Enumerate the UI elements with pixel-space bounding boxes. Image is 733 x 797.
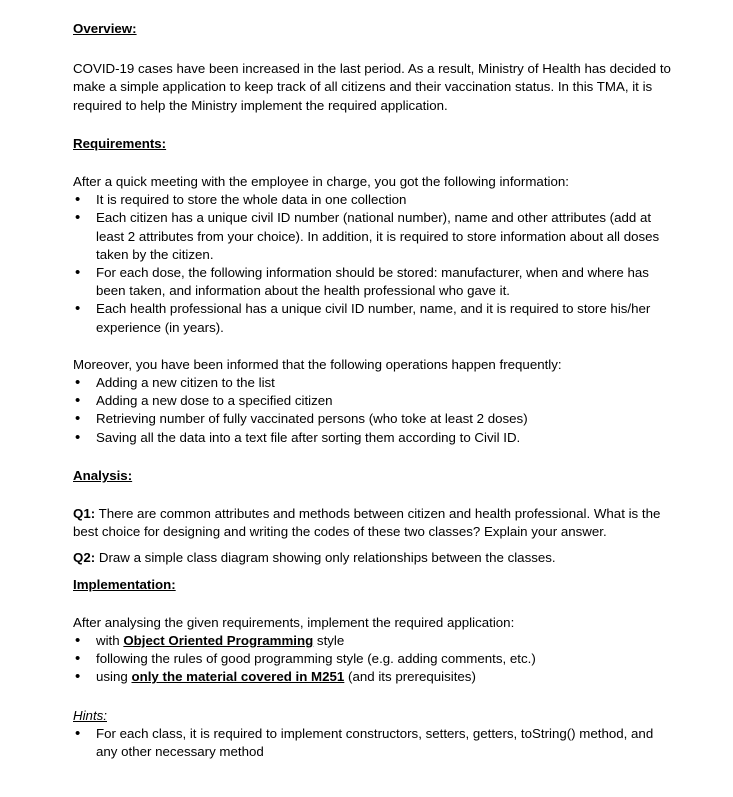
item-prefix: with	[96, 633, 124, 649]
requirements-intro: After a quick meeting with the employee in charge, you got the following information:	[73, 174, 569, 190]
implementation-item	[73, 632, 673, 650]
q1-label: Q1:	[73, 506, 96, 522]
q1-text: There are common attributes and methods between citizen and health professional. What is the best choice for designing and writing the codes of these two classes? Explain your answer.	[73, 506, 661, 540]
operations-item: • Adding a new citizen to the list	[73, 374, 673, 392]
item-suffix: (and its prerequisites)	[344, 669, 476, 685]
requirements-item: • For each dose, the following information should be stored: manufacturer, when and where has been taken, and information about the health professional who gave it.	[73, 264, 673, 300]
hints-item: • For each class, it is required to implement constructors, setters, getters, toString() method, and any other necessary method	[73, 725, 673, 761]
implementation-list	[73, 632, 673, 687]
requirements-item: • Each citizen has a unique civil ID number (national number), name and other attributes (add at least 2 attributes from your choice). In addition, it is required to store information about all doses taken by the citizen.	[73, 209, 673, 264]
requirements-list	[73, 191, 673, 337]
operations-item: • Adding a new dose to a specified citizen	[73, 392, 673, 410]
requirements-item: • Each health professional has a unique civil ID number, name, and it is required to store his/her experience (in years).	[73, 300, 673, 336]
implementation-heading: Implementation:	[73, 576, 176, 592]
document-page	[73, 20, 673, 761]
operations-list	[73, 374, 673, 447]
overview-paragraph: COVID-19 cases have been increased in the last period. As a result, Ministry of Health has decided to make a simple application to keep track of all citizens and their vaccination status. In this TMA, it is required to help the Ministry implement the required application.	[73, 61, 671, 113]
analysis-q1	[73, 505, 673, 541]
requirements-item: • It is required to store the whole data in one collection	[73, 191, 673, 209]
operations-item: • Saving all the data into a text file after sorting them according to Civil ID.	[73, 429, 673, 447]
item-prefix: using	[96, 669, 132, 685]
item-suffix: style	[313, 633, 345, 649]
operations-item: • Retrieving number of fully vaccinated persons (who toke at least 2 doses)	[73, 410, 673, 428]
hints-heading: Hints:	[73, 707, 107, 723]
analysis-heading: Analysis:	[73, 467, 133, 483]
analysis-q2	[73, 549, 673, 567]
operations-intro: Moreover, you have been informed that the following operations happen frequently:	[73, 356, 562, 372]
oop-emphasis: Object Oriented Programming	[123, 633, 314, 649]
q2-label: Q2:	[73, 550, 96, 566]
q2-text: Draw a simple class diagram showing only relationships between the classes.	[95, 550, 556, 566]
requirements-heading: Requirements:	[73, 135, 167, 151]
m251-emphasis: only the material covered in M251	[131, 669, 345, 685]
hints-list	[73, 725, 673, 761]
implementation-item	[73, 668, 673, 686]
implementation-intro: After analysing the given requirements, implement the required application:	[73, 614, 515, 630]
implementation-item: • following the rules of good programming style (e.g. adding comments, etc.)	[73, 650, 673, 668]
overview-heading: Overview:	[73, 21, 137, 36]
